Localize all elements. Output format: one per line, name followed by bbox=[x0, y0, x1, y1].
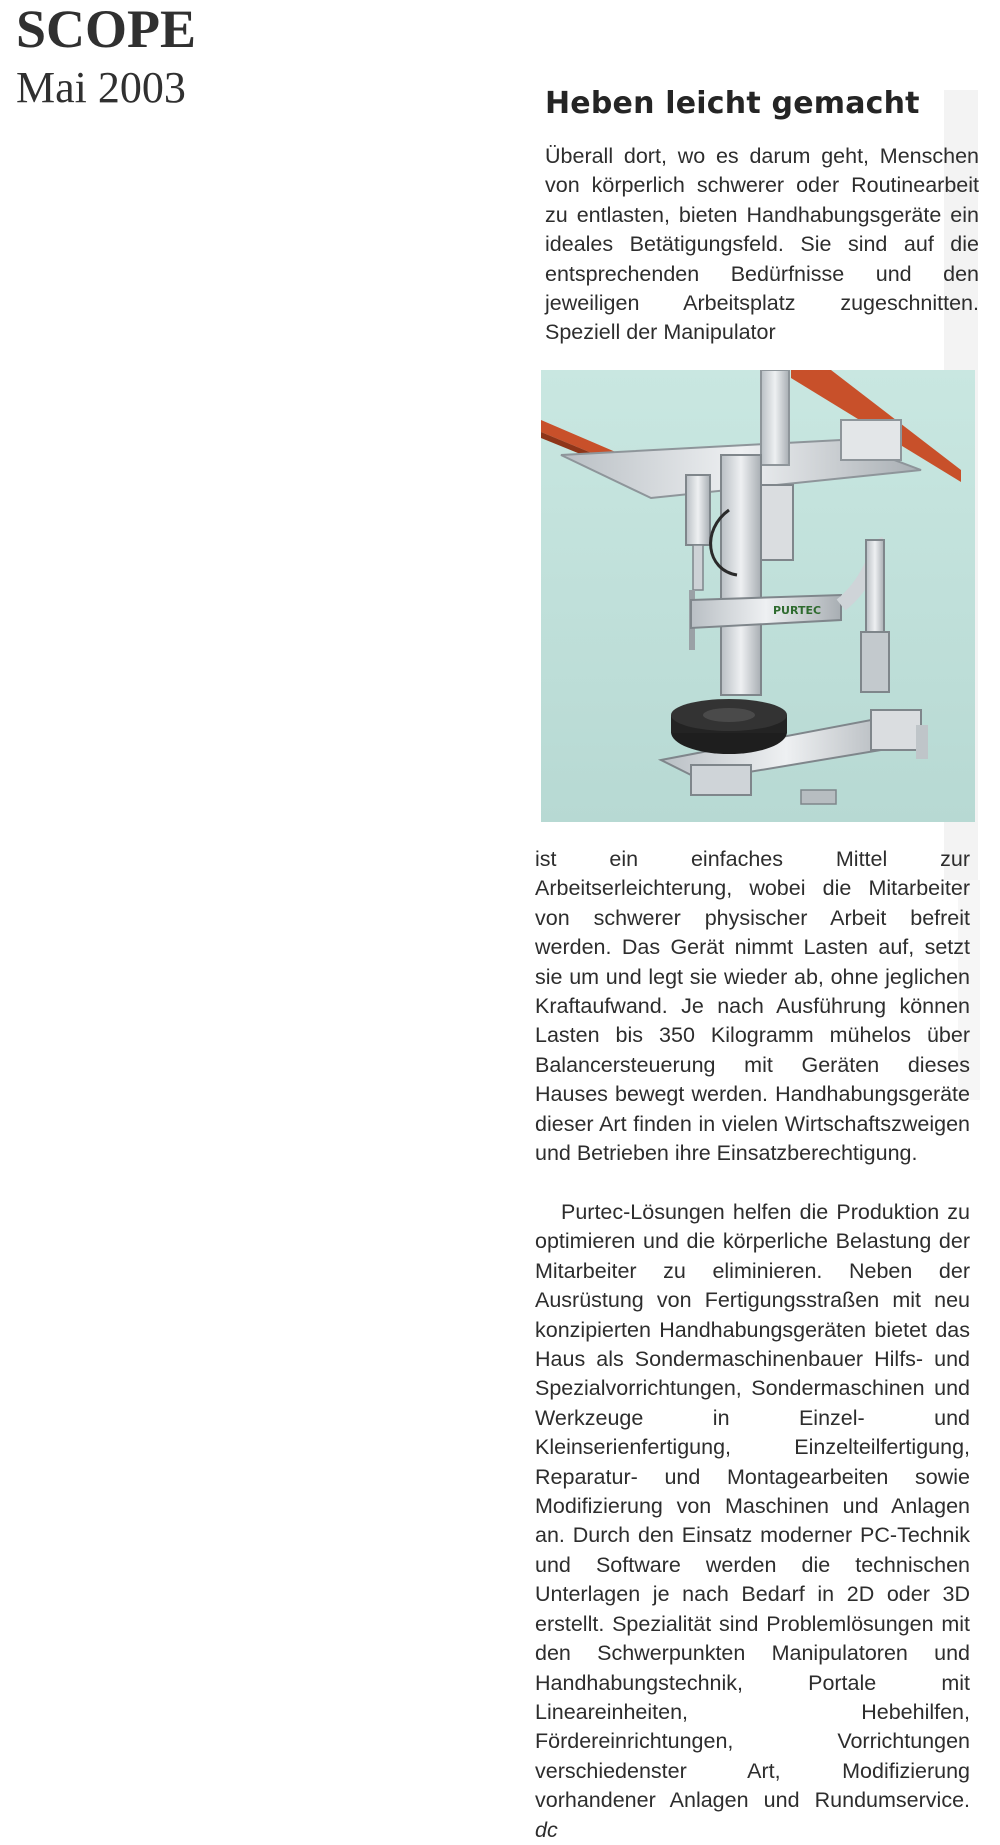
article-paragraph-2: ist ein einfaches Mittel zur Arbeitserleichterung, wobei die Mitarbeiter von schwerer physischer Arbeit befreit werden. Das Gerät nimmt Lasten auf, setzt sie um und legt sie wieder ab, ohne jeglichen Kraftaufwand. Je nach Ausführung können Lasten bis 350 Kilogramm mühelos über Balancersteuerung mit Geräten dieses Hauses bewegt werden. Handhabungsgeräte dieser Art finden in vielen Wirtschaftszweigen und Betrieben ihre Einsatzberechtigung. bbox=[535, 847, 970, 1166]
tire-shape bbox=[671, 699, 787, 754]
publication-date: Mai 2003 bbox=[16, 63, 186, 112]
manipulator-illustration bbox=[541, 370, 975, 822]
article-paragraph-1: Überall dort, wo es darum geht, Menschen von körperlich schwerer oder Routinearbeit zu entlasten, bieten Handhabungsgeräte ein ideales Betätigungsfeld. Sie sind auf die entsprechenden Bedürfnisse und den jeweiligen Arbeitsplatz zugeschnitten. Speziell der Manipulator bbox=[545, 144, 979, 345]
publication-header bbox=[16, 0, 196, 112]
article-photo bbox=[541, 370, 975, 822]
article-paragraph-3-text: Purtec-Lösungen helfen die Produktion zu optimieren und die körperliche Belastung der Mitarbeiter zu eliminieren. Neben der Ausrüstung von Fertigungsstraßen mit neu konzipierten Handhabungsgeräten bietet das Haus als Sondermaschinenbauer Hilfs- und Spezialvorrichtungen, Sondermaschinen und Werkzeuge in Einzel- und Kleinserienfertigung, Einzelteilfertigung, Reparatur- und Montagearbeiten sowie Modifizierung von Maschinen und Anlagen an. Durch den Einsatz moderner PC-Technik und Software werden die technischen Unterlagen je nach Bedarf in 2D oder 3D erstellt. Spezialität sind Problemlösungen mit den Schwerpunkten Manipulatoren und Handhabungstechnik, Portale mit Lineareinheiten, Hebehilfen, Fördereinrichtungen, Vorrichtungen verschiedenster Art, Modifizierung vorhandener Anlagen und Rundumservice. bbox=[535, 1200, 970, 1813]
device-label: PURTEC bbox=[773, 604, 822, 617]
publication-name: SCOPE bbox=[16, 0, 197, 59]
article-headline: Heben leicht gemacht bbox=[545, 86, 920, 121]
author-signature: dc bbox=[535, 1817, 558, 1842]
article-paragraph-3 bbox=[535, 1198, 970, 1845]
